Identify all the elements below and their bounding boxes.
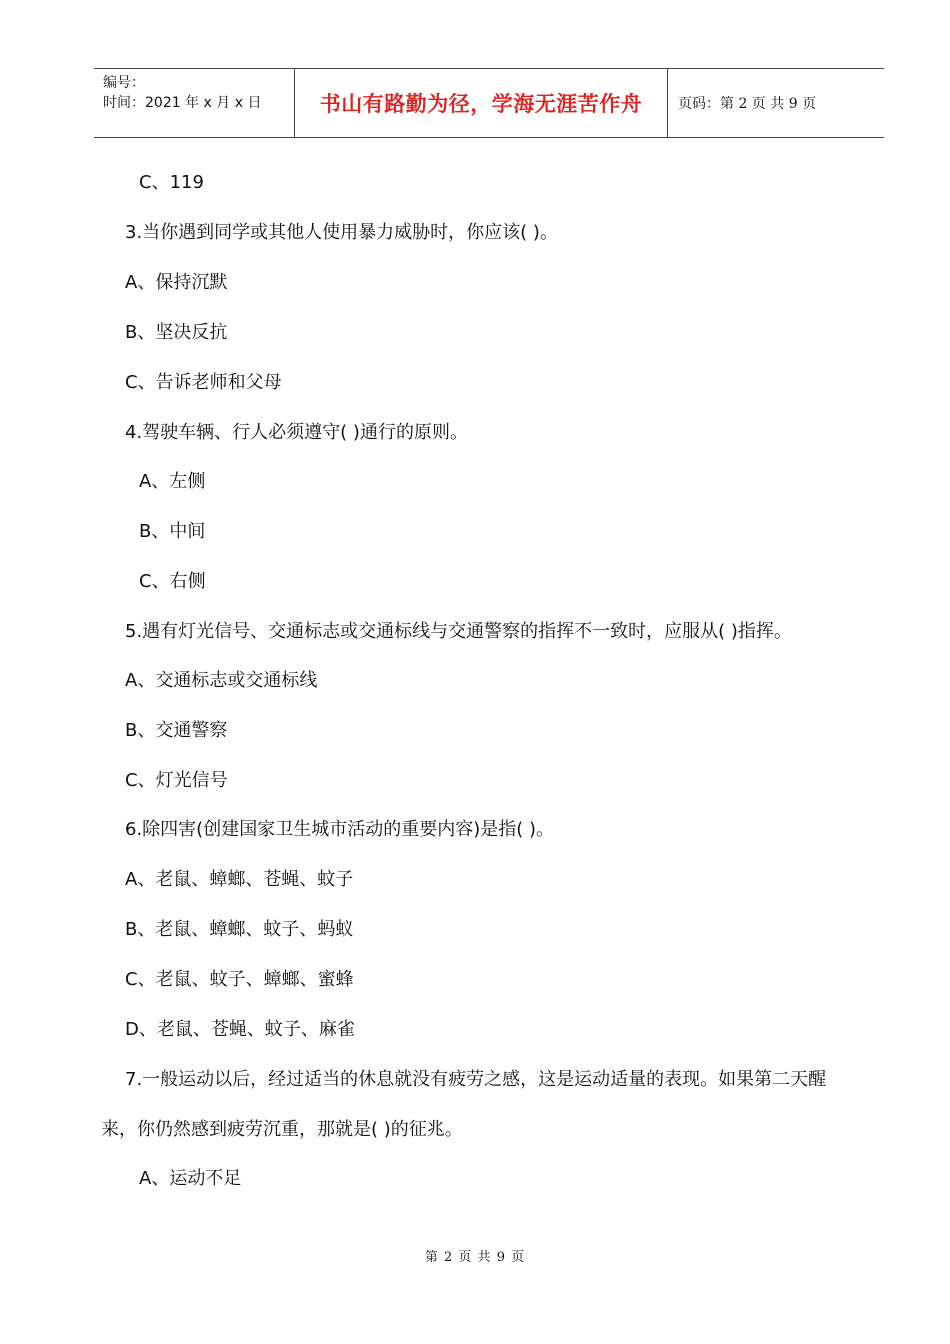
question-line-continued: 来，你仍然感到疲劳沉重，那就是( )的征兆。	[101, 1119, 463, 1140]
header-page-cell	[668, 69, 884, 137]
option-line: B、老鼠、蟑螂、蚊子、蚂蚁	[125, 919, 354, 940]
header-motto-cell	[295, 69, 668, 137]
option-line: C、右侧	[139, 571, 206, 592]
option-line: A、左侧	[139, 471, 206, 492]
date-label: 时间：2021 年 x 月 x 日	[103, 95, 262, 111]
page-footer: 第 2 页 共 9 页	[424, 1250, 526, 1265]
option-line: C、告诉老师和父母	[125, 372, 282, 393]
question-line: 4.驾驶车辆、行人必须遵守( )通行的原则。	[125, 422, 468, 443]
page-number-label: 页码：第 2 页 共 9 页	[678, 96, 817, 112]
header-meta-cell	[94, 69, 295, 137]
option-line: A、运动不足	[139, 1168, 242, 1189]
option-line: C、灯光信号	[125, 770, 228, 791]
motto-text: 书山有路勤为径，学海无涯苦作舟	[319, 91, 643, 116]
option-line: B、坚决反抗	[125, 322, 228, 343]
question-line: 5.遇有灯光信号、交通标志或交通标线与交通警察的指挥不一致时，应服从( )指挥。	[125, 621, 792, 642]
question-line: 7.一般运动以后，经过适当的休息就没有疲劳之感，这是运动适量的表现。如果第二天醒	[125, 1069, 827, 1090]
option-line: C、119	[139, 172, 204, 193]
option-line: D、老鼠、苍蝇、蚊子、麻雀	[125, 1019, 355, 1040]
serial-number-label: 编号：	[103, 75, 145, 91]
option-line: A、交通标志或交通标线	[125, 670, 318, 691]
option-line: C、老鼠、蚊子、蟑螂、蜜蜂	[125, 969, 354, 990]
option-line: A、老鼠、蟑螂、苍蝇、蚊子	[125, 869, 354, 890]
option-line: B、中间	[139, 521, 206, 542]
option-line: A、保持沉默	[125, 272, 228, 293]
header-table	[94, 68, 884, 138]
question-line: 6.除四害(创建国家卫生城市活动的重要内容)是指( )。	[125, 819, 554, 840]
question-line: 3.当你遇到同学或其他人使用暴力威胁时，你应该( )。	[125, 222, 558, 243]
option-line: B、交通警察	[125, 720, 228, 741]
